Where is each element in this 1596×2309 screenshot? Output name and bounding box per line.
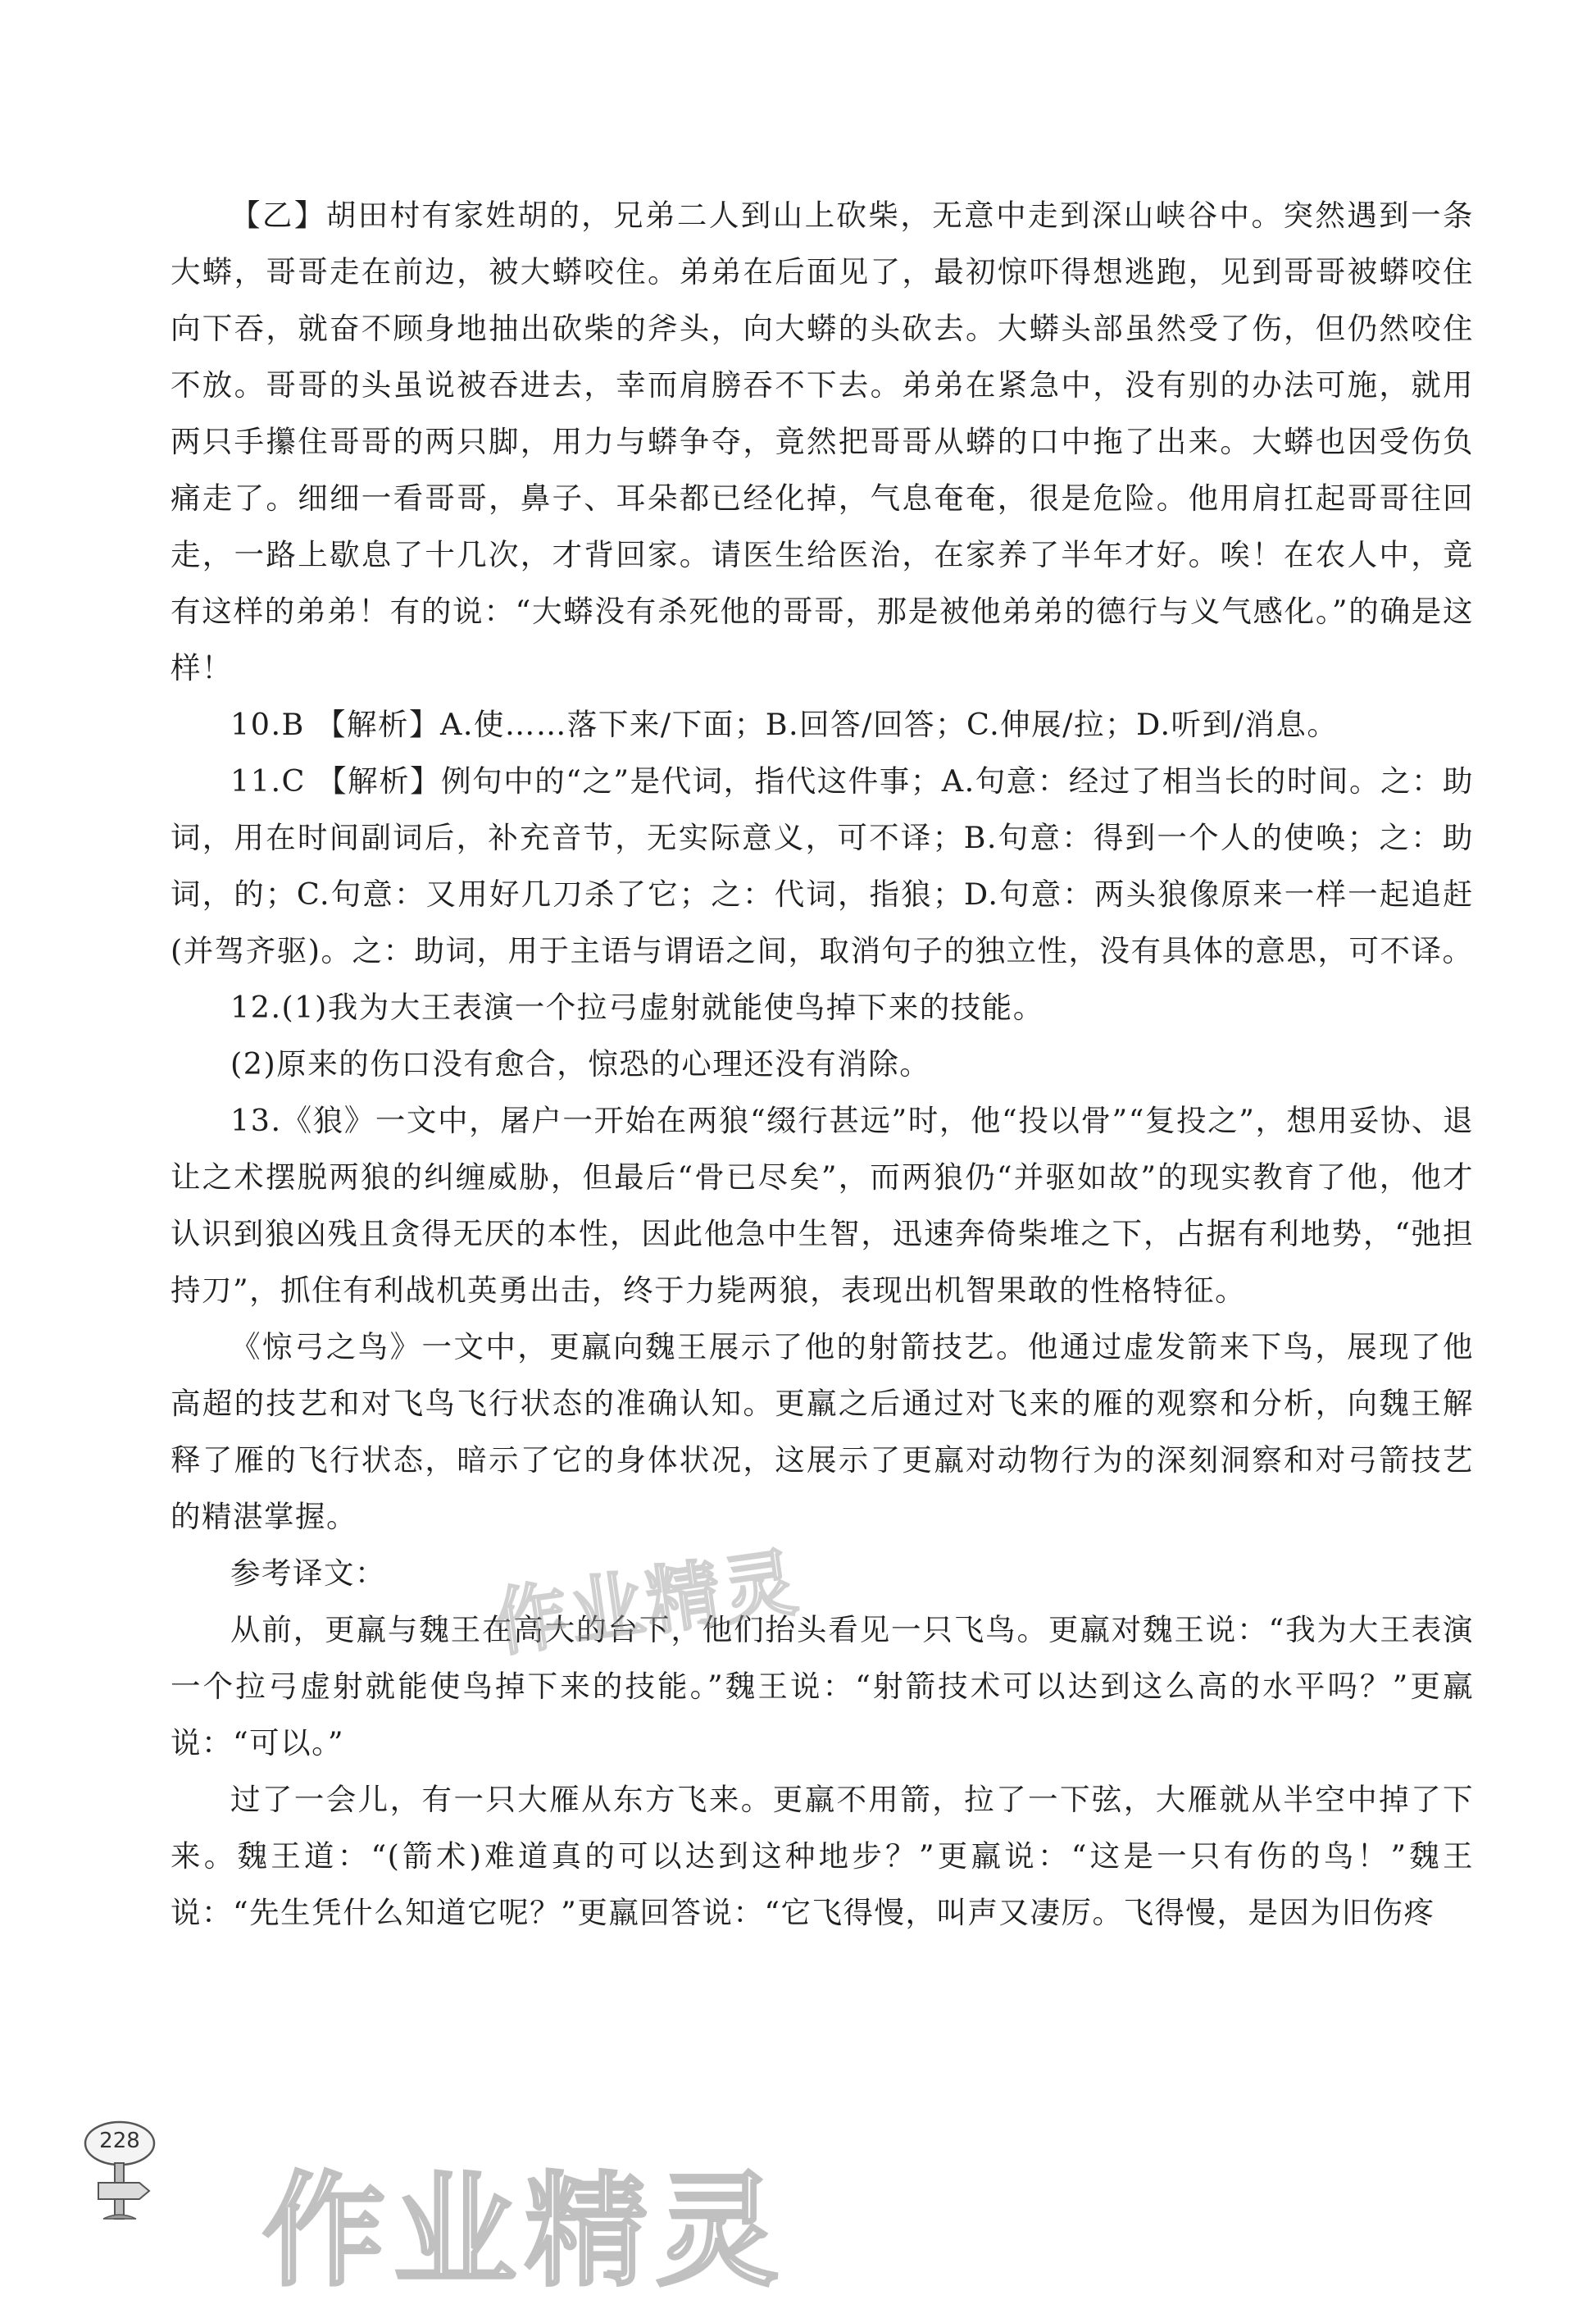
paragraph-story-yi: 【乙】胡田村有家姓胡的，兄弟二人到山上砍柴，无意中走到深山峡谷中。突然遇到一条大蟒，哥哥走在前边，被大蟒咬住。弟弟在后面见了，最初惊吓得想逃跑，见到哥哥被蟒咬住向下吞，就奋不顾身地抽出砍柴的斧头，向大蟒的头砍去。大蟒头部虽然受了伤，但仍然咬住不放。哥哥的头虽说被吞进去，幸而肩膀吞不下去。弟弟在紧急中，没有别的办法可施，就用两只手攥住哥哥的两只脚，用力与蟒争夺，竟然把哥哥从蟒的口中拖了出来。大蟒也因受伤负痛走了。细细一看哥哥，鼻子、耳朵都已经化掉，气息奄奄，很是危险。他用肩扛起哥哥往回走，一路上歇息了十几次，才背回家。请医生给医治，在家养了半年才好。唉！在农人中，竟有这样的弟弟！有的说：“大蟒没有杀死他的哥哥，那是被他弟弟的德行与义气感化。”的确是这样！ (171, 198, 1474, 685)
paragraph-answer-11: 11.C 【解析】例句中的“之”是代词，指代这件事；A.句意：经过了相当长的时间。之：助词，用在时间副词后，补充音节，无实际意义，可不译；B.句意：得到一个人的使唤；之：助词，的；C.句意：又用好几刀杀了它；之：代词，指狼；D.句意：两头狼像原来一样一起追赶(并驾齐驱)。之：助词，用于主语与谓语之间，取消句子的独立性，没有具体的意思，可不译。 (171, 763, 1474, 968)
paragraph-translation-2: 过了一会儿，有一只大雁从东方飞来。更羸不用箭，拉了一下弦，大雁就从半空中掉了下来。魏王道：“(箭术)难道真的可以达到这种地步？”更羸说：“这是一只有伤的鸟！”魏王说：“先生凭什么知道它呢？”更羸回答说：“它飞得慢，叫声又凄厉。飞得慢，是因为旧伤疼 (171, 1782, 1474, 1930)
page-number: 228 (99, 2129, 140, 2153)
paragraph-answer-13-wolf: 13.《狼》一文中，屠户一开始在两狼“缀行甚远”时，他“投以骨”“复投之”，想用妥协、退让之术摆脱两狼的纠缠威胁，但最后“骨已尽矣”，而两狼仍“并驱如故”的现实教育了他，他才认识到狼凶残且贪得无厌的本性，因此他急中生智，迅速奔倚柴堆之下，占据有利地势，“弛担持刀”，抓住有利战机英勇出击，终于力毙两狼，表现出机智果敢的性格特征。 (171, 1103, 1474, 1308)
paragraph-translation-1: 从前，更羸与魏王在高大的台下，他们抬头看见一只飞鸟。更羸对魏王说：“我为大王表演一个拉弓虚射就能使鸟掉下来的技能。”魏王说：“射箭技术可以达到这么高的水平吗？”更羸说：“可以。” (171, 1612, 1474, 1760)
paragraph-answer-12-2: (2)原来的伤口没有愈合，惊恐的心理还没有消除。 (230, 1046, 931, 1082)
paragraph-answer-13-bird: 《惊弓之鸟》一文中，更羸向魏王展示了他的射箭技艺。他通过虚发箭来下鸟，展现了他高超的技艺和对飞鸟飞行状态的准确认知。更羸之后通过对飞来的雁的观察和分析，向魏王解释了雁的飞行状态，暗示了它的身体状况，这展示了更羸对动物行为的深刻洞察和对弓箭技艺的精湛掌握。 (171, 1329, 1474, 1534)
paragraph-translation-heading: 参考译文： (230, 1555, 386, 1591)
document-body (171, 187, 1474, 1941)
paragraph-answer-10: 10.B 【解析】A.使……落下来/下面；B.回答/回答；C.伸展/拉；D.听到/消息。 (230, 707, 1339, 742)
paragraph-answer-12-1: 12.(1)我为大王表演一个拉弓虚射就能使鸟掉下来的技能。 (230, 990, 1044, 1025)
watermark-bottom: 作业精灵 (262, 2161, 788, 2303)
watermark-middle: 作业精灵 (488, 1539, 806, 1668)
page-number-badge (82, 2115, 156, 2222)
